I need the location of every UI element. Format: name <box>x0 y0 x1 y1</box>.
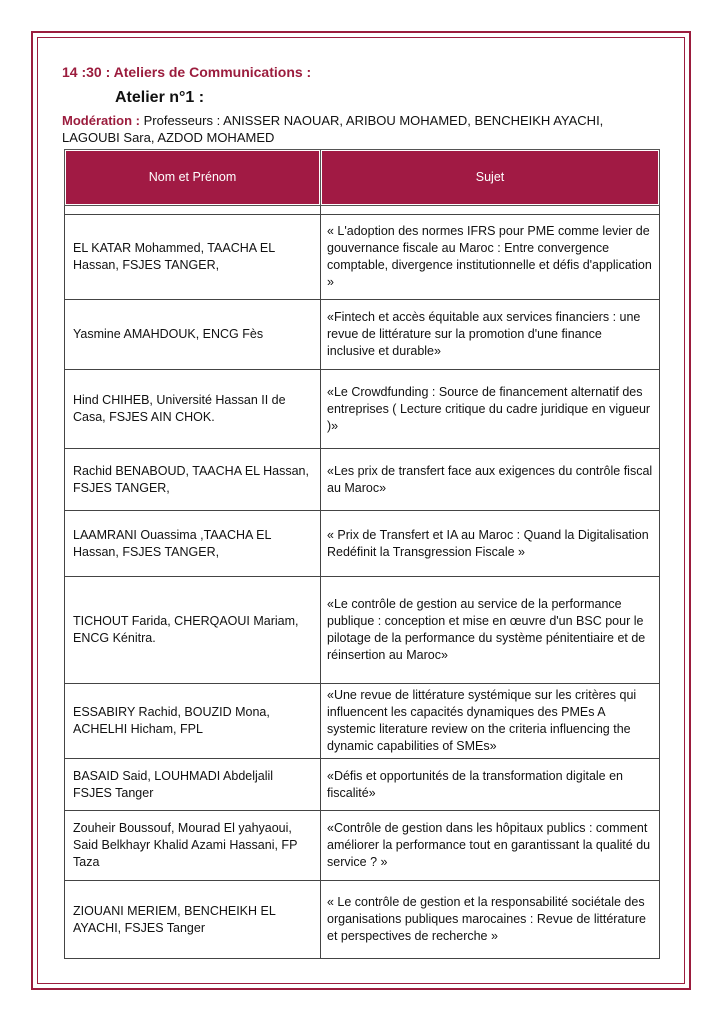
author-cell: Yasmine AMAHDOUK, ENCG Fès <box>65 300 321 370</box>
subject-cell: «Une revue de littérature systémique sur les critères qui influencent les capacités dynamiques des PMEs A systemic literature review on the criteria influencing the dynamic capabilities of SMEs» <box>321 684 660 759</box>
table-row <box>65 300 660 370</box>
table-row <box>65 370 660 449</box>
table-row <box>65 577 660 684</box>
table-row <box>65 215 660 300</box>
table-row <box>65 759 660 811</box>
subject-cell: « Prix de Transfert et IA au Maroc : Quand la Digitalisation Redéfinit la Transgression Fiscale » <box>321 511 660 577</box>
subject-cell: «Contrôle de gestion dans les hôpitaux publics : comment améliorer la performance tout en garantissant la qualité du service ? » <box>321 811 660 881</box>
subject-cell: «Le Crowdfunding : Source de financement alternatif des entreprises ( Lecture critique du cadre juridique en vigueur )» <box>321 370 660 449</box>
program-table <box>64 149 660 959</box>
table-row <box>65 811 660 881</box>
author-cell: TICHOUT Farida, CHERQAOUI Mariam, ENCG Kénitra. <box>65 577 321 684</box>
moderation-text: Professeurs : ANISSER NAOUAR, ARIBOU MOHAMED, BENCHEIKH AYACHI, LAGOUBI Sara, AZDOD MOHAMED <box>62 113 604 145</box>
subject-cell: « L'adoption des normes IFRS pour PME comme levier de gouvernance fiscale au Maroc : Entre convergence comptable, divergence institutionnelle et défis d'application » <box>321 215 660 300</box>
author-cell: ZIOUANI MERIEM, BENCHEIKH EL AYACHI, FSJES Tanger <box>65 881 321 959</box>
subject-cell: « Le contrôle de gestion et la responsabilité sociétale des organisations publiques marocaines : Revue de littérature et perspectives de recherche » <box>321 881 660 959</box>
subject-cell: «Fintech et accès équitable aux services financiers : une revue de littérature sur la promotion d'une finance inclusive et durable» <box>321 300 660 370</box>
header-name: Nom et Prénom <box>65 150 321 206</box>
subject-cell: «Les prix de transfert face aux exigences du contrôle fiscal au Maroc» <box>321 449 660 511</box>
author-cell: LAAMRANI Ouassima ,TAACHA EL Hassan, FSJES TANGER, <box>65 511 321 577</box>
author-cell: ESSABIRY Rachid, BOUZID Mona, ACHELHI Hicham, FPL <box>65 684 321 759</box>
table-row <box>65 684 660 759</box>
header-subject: Sujet <box>321 150 660 206</box>
author-cell: Hind CHIHEB, Université Hassan II de Casa, FSJES AIN CHOK. <box>65 370 321 449</box>
moderation-label: Modération : <box>62 113 140 128</box>
header-spacer <box>65 206 660 215</box>
author-cell: Zouheir Boussouf, Mourad El yahyaoui, Said Belkhayr Khalid Azami Hassani, FP Taza <box>65 811 321 881</box>
moderation-line <box>62 112 662 146</box>
session-time-heading: 14 :30 : Ateliers de Communications : <box>62 64 312 80</box>
author-cell: EL KATAR Mohammed, TAACHA EL Hassan, FSJES TANGER, <box>65 215 321 300</box>
subject-cell: «Défis et opportunités de la transformation digitale en fiscalité» <box>321 759 660 811</box>
table-row <box>65 881 660 959</box>
table-row <box>65 449 660 511</box>
atelier-title: Atelier n°1 : <box>115 89 205 106</box>
author-cell: BASAID Said, LOUHMADI Abdeljalil FSJES Tanger <box>65 759 321 811</box>
table-row <box>65 511 660 577</box>
subject-cell: «Le contrôle de gestion au service de la performance publique : conception et mise en œuvre d'un BSC pour le pilotage de la performance du système pénitentiaire et de réinsertion au Maroc» <box>321 577 660 684</box>
table-header-row <box>65 150 660 206</box>
author-cell: Rachid BENABOUD, TAACHA EL Hassan, FSJES TANGER, <box>65 449 321 511</box>
